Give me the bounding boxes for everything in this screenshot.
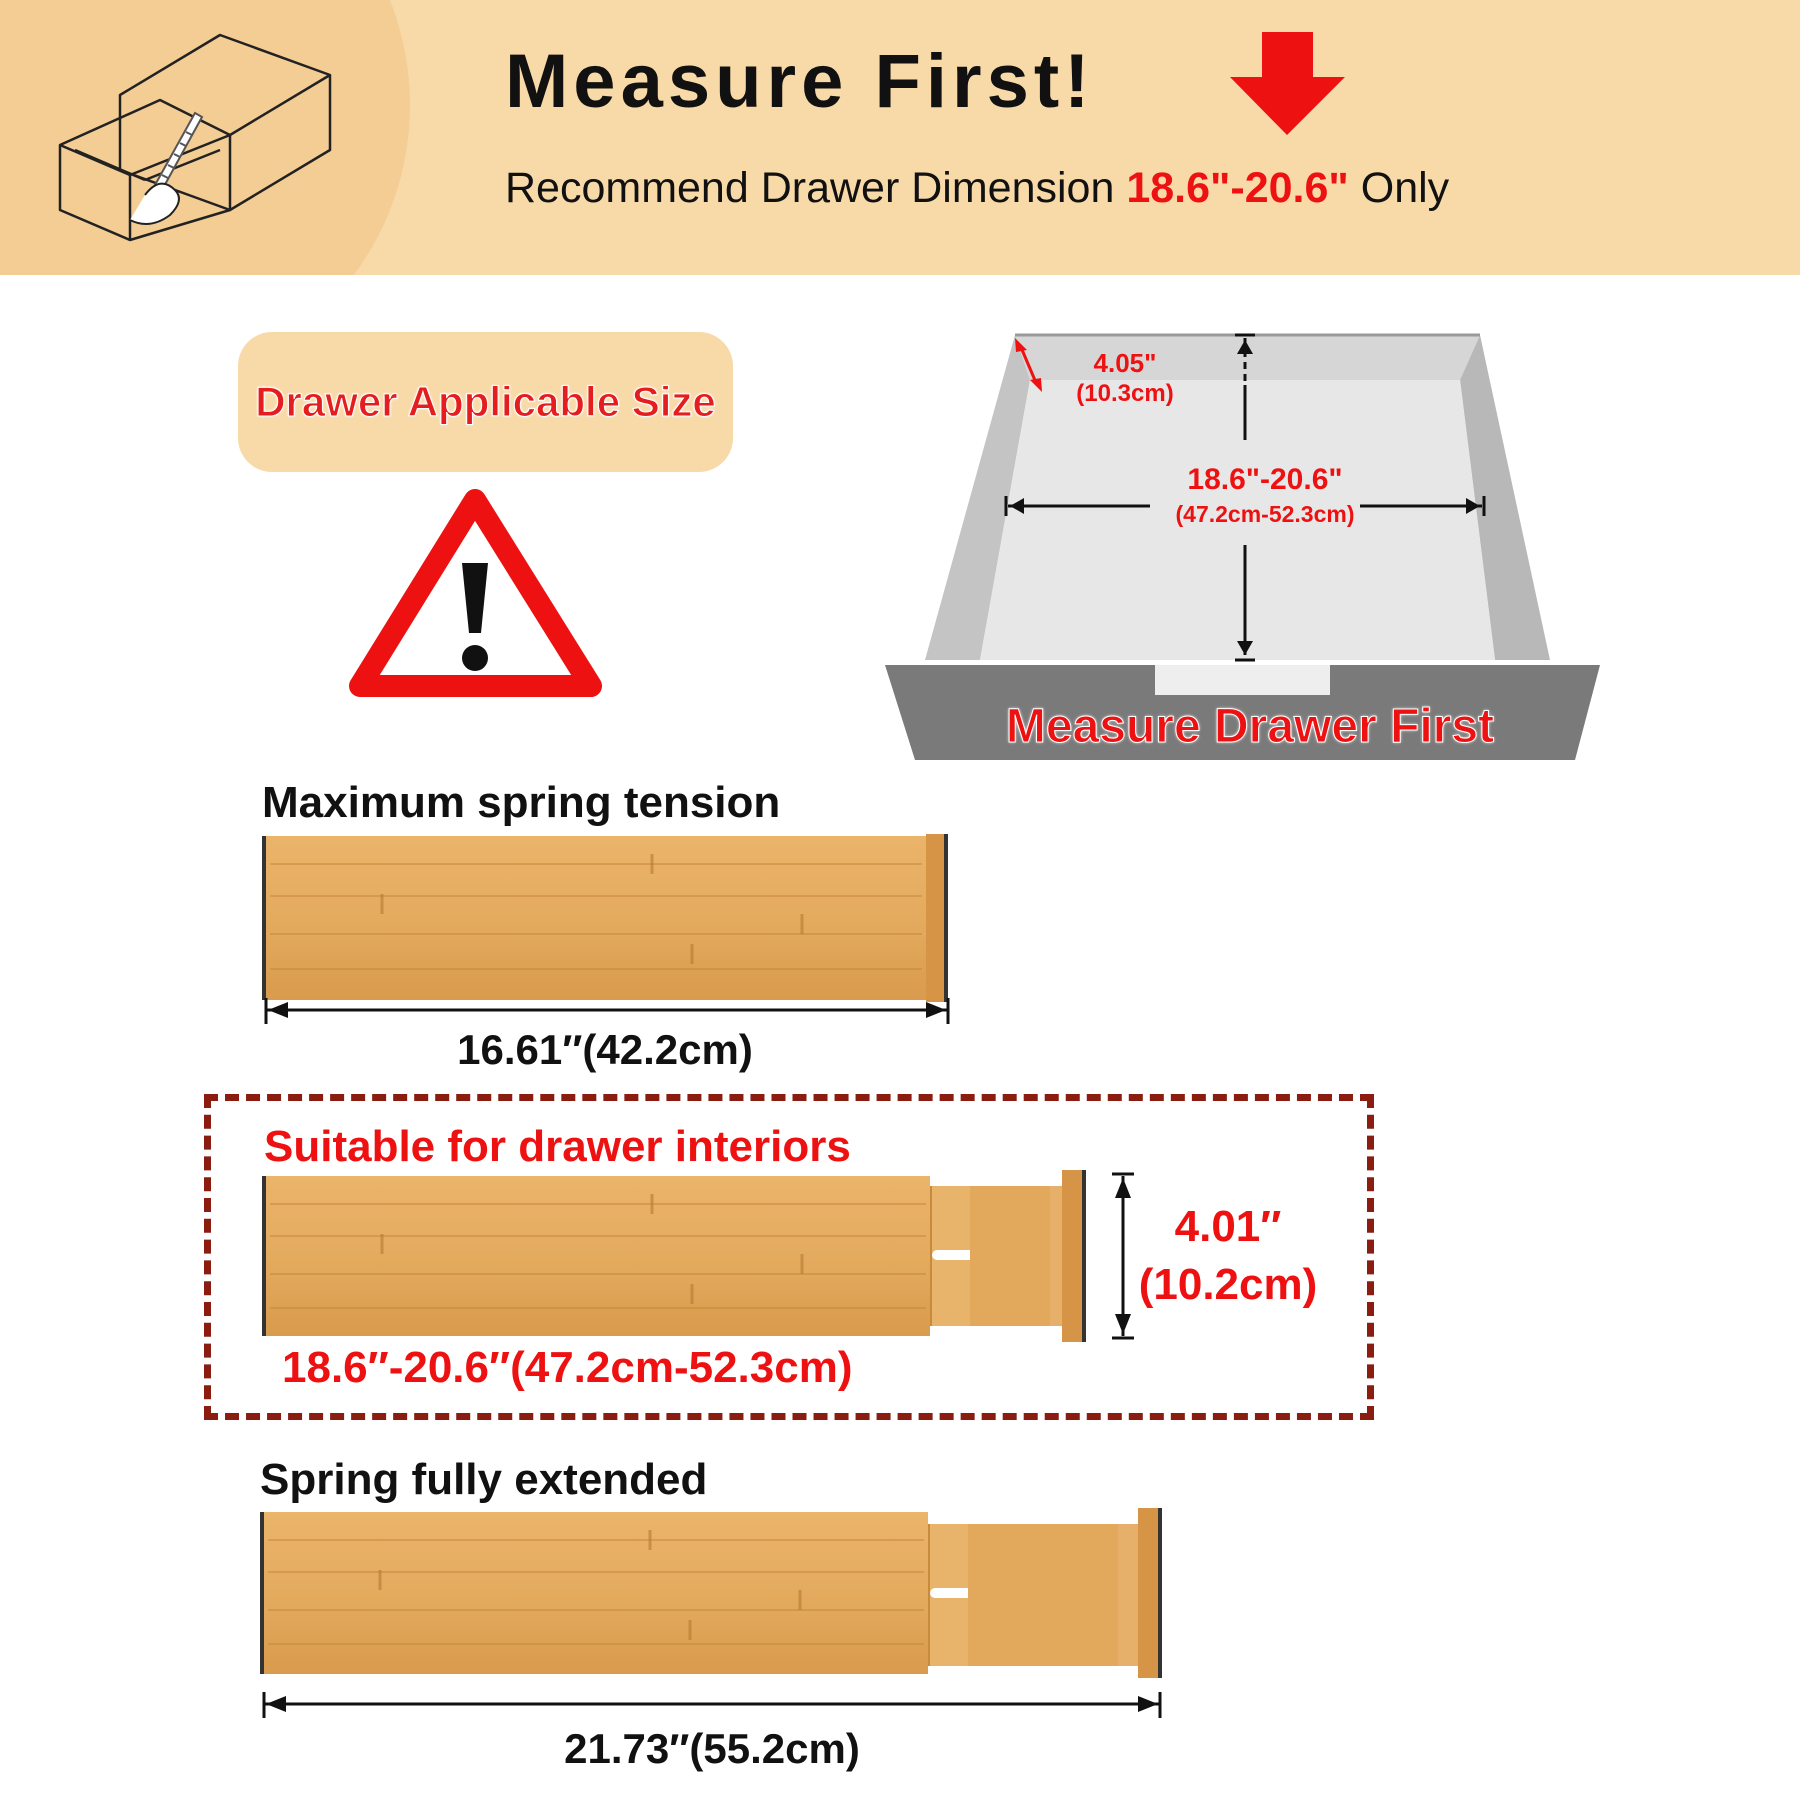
subtitle-prefix: Recommend Drawer Dimension (505, 164, 1115, 212)
depth-cm-label: (10.3cm) (1076, 380, 1174, 407)
drawer-width-cm-label: (47.2cm-52.3cm) (1175, 501, 1355, 527)
suitable-dimension: 18.6″-20.6″(47.2cm-52.3cm) (282, 1343, 853, 1392)
subtitle-suffix: Only (1360, 164, 1450, 212)
suitable-label: Suitable for drawer interiors (264, 1122, 851, 1171)
measure-drawer-caption: Measure Drawer First (1005, 700, 1495, 753)
arrow-down-icon (1230, 32, 1345, 135)
divider-min-illustration (262, 834, 962, 1030)
applicable-size-badge (238, 332, 733, 472)
subtitle-range: 18.6"-20.6" (1126, 164, 1349, 212)
header-banner (0, 0, 1800, 275)
divider-max-illustration (260, 1508, 1165, 1728)
page-title: Measure First! (505, 39, 1095, 124)
recommend-dimension-text (505, 164, 1449, 213)
max-length-label: Spring fully extended (260, 1455, 708, 1504)
height-inch-label: 4.01″ (1174, 1202, 1282, 1251)
max-length-dimension: 21.73″(55.2cm) (564, 1725, 860, 1772)
divider-suitable-illustration (262, 1170, 1142, 1342)
drawer-width-inch-label: 18.6"-20.6" (1187, 463, 1343, 496)
height-cm-label: (10.2cm) (1138, 1260, 1318, 1309)
min-length-label: Maximum spring tension (262, 778, 781, 827)
applicable-size-label: Drawer Applicable Size (255, 378, 716, 425)
measuring-drawer-illustration (50, 25, 340, 250)
depth-inch-label: 4.05" (1093, 348, 1157, 378)
warning-icon (348, 488, 603, 698)
min-length-dimension: 16.61″(42.2cm) (457, 1026, 753, 1073)
